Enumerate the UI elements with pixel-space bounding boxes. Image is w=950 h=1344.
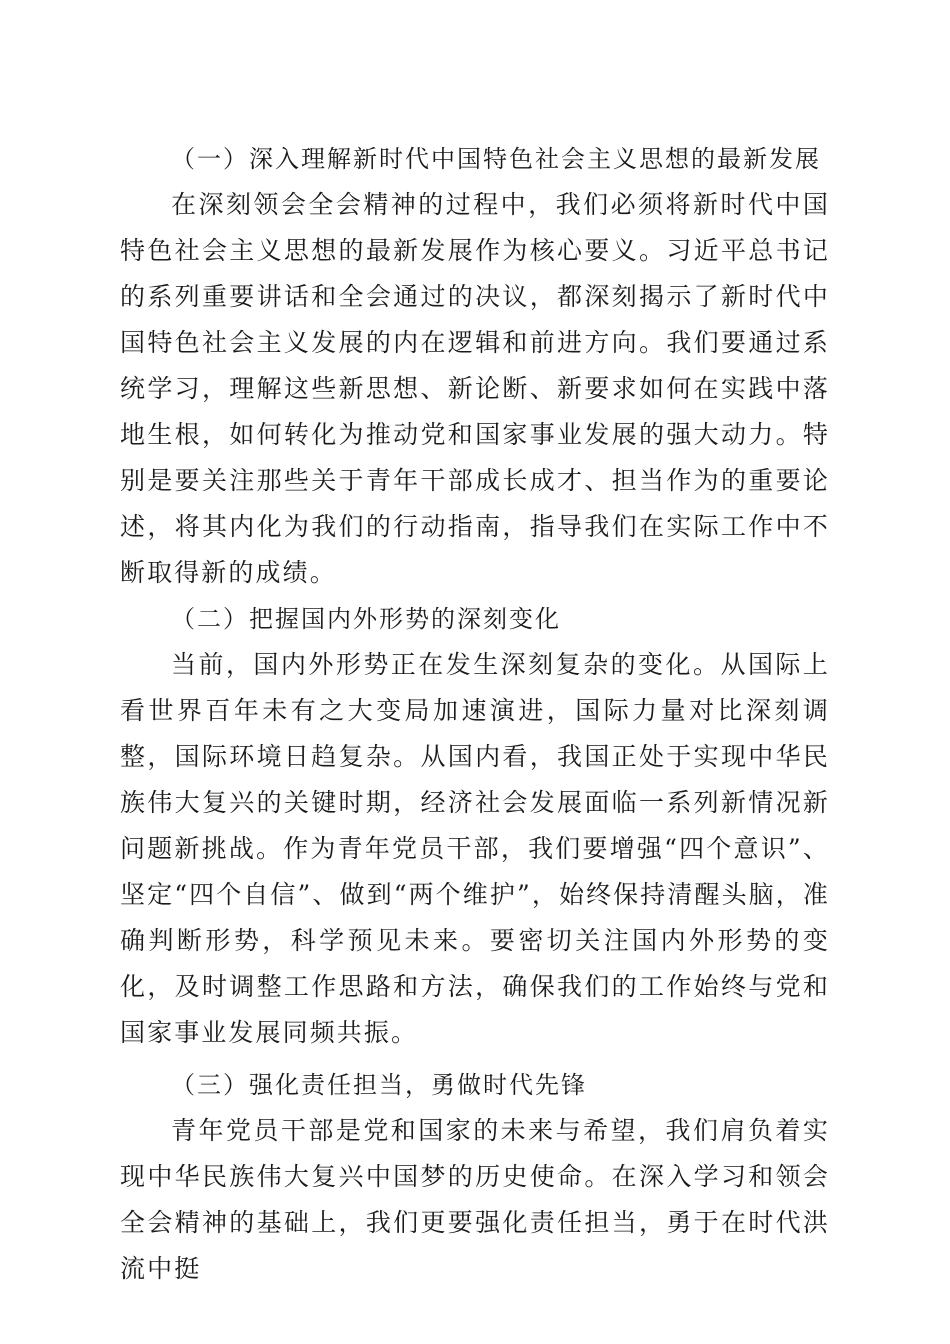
section-heading-3: （三）强化责任担当，勇做时代先锋 — [171, 1071, 587, 1099]
document-body — [120, 136, 830, 1292]
section-paragraph-3: 青年党员干部是党和国家的未来与希望，我们肩负着实现中华民族伟大复兴中国梦的历史使命。在深入学习和领会全会精神的基础上，我们更要强化责任担当，勇于在时代洪流中挺 — [120, 1116, 830, 1283]
section-paragraph-1: 在深刻领会全会精神的过程中，我们必须将新时代中国特色社会主义思想的最新发展作为核心要义。习近平总书记的系列重要讲话和全会通过的决议，都深刻揭示了新时代中国特色社会主义发展的内在逻辑和前进方向。我们要通过系统学习，理解这些新思想、新论断、新要求如何在实践中落地生根，如何转化为推动党和国家事业发展的强大动力。特别是要关注那些关于青年干部成长成才、担当作为的重要论述，将其内化为我们的行动指南，指导我们在实际工作中不断取得新的成绩。 — [120, 190, 830, 587]
section-heading-2: （二）把握国内外形势的深刻变化 — [171, 605, 561, 633]
section-paragraph-2: 当前，国内外形势正在发生深刻复杂的变化。从国际上看世界百年未有之大变局加速演进，国际力量对比深刻调整，国际环境日趋复杂。从国内看，我国正处于实现中华民族伟大复兴的关键时期，经济社会发展面临一系列新情况新问题新挑战。作为青年党员干部，我们要增强“四个意识”、坚定“四个自信”、做到“两个维护”，始终保持清醒头脑，准确判断形势，科学预见未来。要密切关注国内外形势的变化，及时调整工作思路和方法，确保我们的工作始终与党和国家事业发展同频共振。 — [120, 650, 830, 1047]
section-heading-1: （一）深入理解新时代中国特色社会主义思想的最新发展 — [171, 145, 821, 173]
